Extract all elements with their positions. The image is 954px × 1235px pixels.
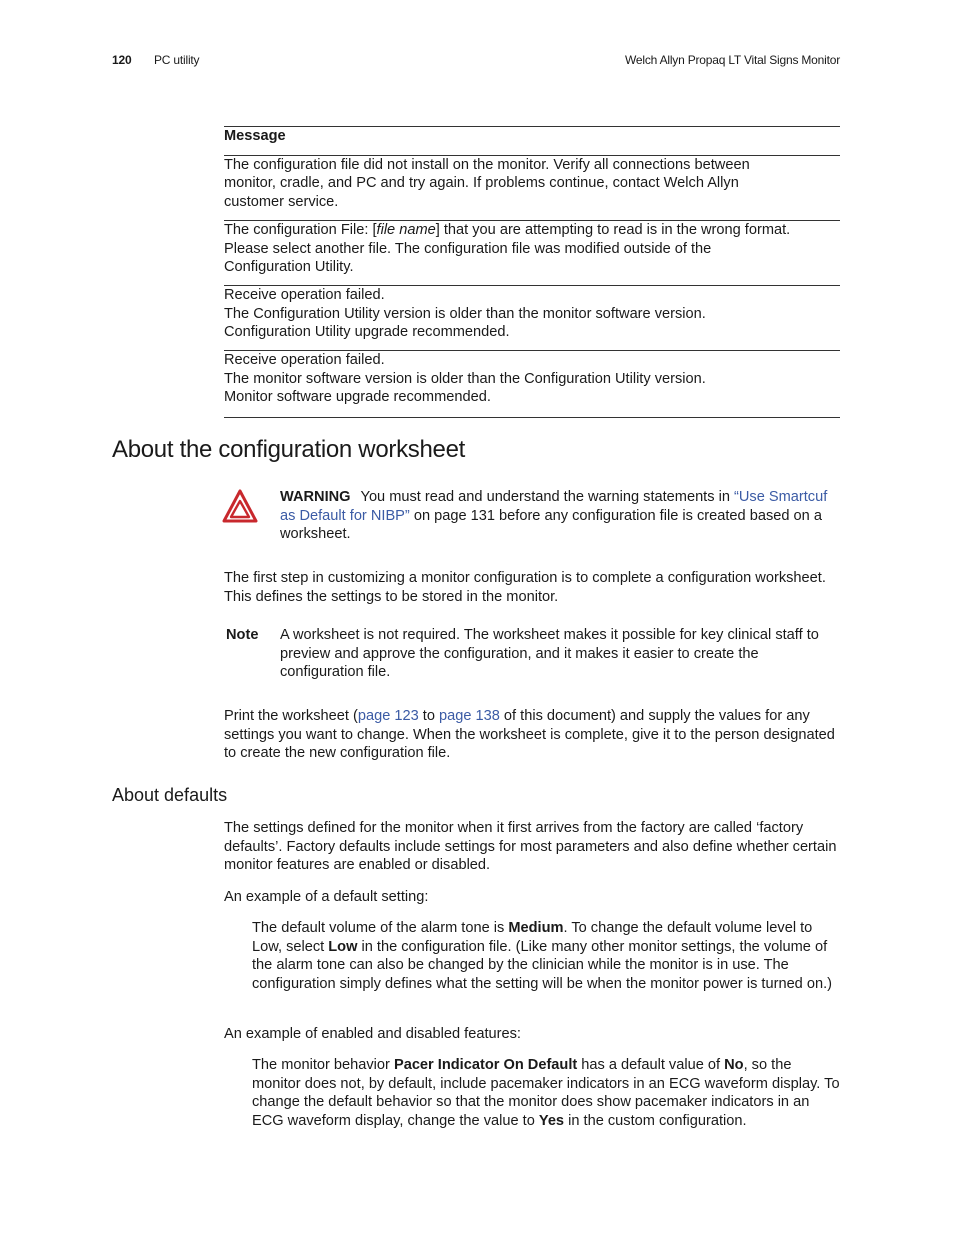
example-bold: Medium (508, 920, 564, 936)
section-title: About the configuration worksheet (112, 436, 465, 463)
table-row (224, 351, 840, 418)
message-line: The configuration file did not install on the monitor. Verify all connections between (224, 156, 750, 173)
example-paragraph (252, 919, 842, 994)
message-line: Receive operation failed. (224, 352, 385, 369)
table-row (224, 285, 840, 350)
paragraph: The first step in customizing a monitor configuration is to complete a configuration worksheet. This defines the settings to be stored in the monitor. (224, 570, 826, 605)
note-label: Note (226, 627, 259, 643)
file-name-placeholder: file name (376, 221, 436, 238)
message-line: Please select another file. The configuration file was modified outside of the (224, 240, 712, 257)
message-line: monitor, cradle, and PC and try again. If problems continue, contact Welch Allyn (224, 175, 739, 192)
example-text: The default volume of the alarm tone is (252, 920, 509, 936)
page-link[interactable]: page 123 (357, 708, 419, 724)
example-bold: Yes (538, 1113, 565, 1130)
message-text: ] that you are attempting to read is in the wrong format. (435, 221, 791, 238)
example-bold: Low (328, 938, 358, 955)
example-bold: No (724, 1057, 744, 1073)
warning-body: on page 131 before any configuration file is created based on a worksheet. (280, 507, 822, 543)
message-line: Configuration Utility upgrade recommended. (224, 324, 510, 341)
paragraph: The settings defined for the monitor when it first arrives from the factory are called ‘factory defaults’. Factory defaults include settings for most parameters and also define whether certain monitor features are enabled or disabled. (224, 820, 837, 874)
example-paragraph (252, 1056, 842, 1131)
message-table (224, 126, 840, 418)
note-text: A worksheet is not required. The worksheet makes it possible for key clinical staff to preview and approve the configuration, and it makes it easier to create the configuration file. (280, 627, 819, 681)
message-line: The Configuration Utility version is older than the monitor software version. (224, 305, 706, 322)
subsection-title: About defaults (112, 785, 228, 805)
example-text: , so the monitor does not, by default, include pacemaker indicators in an ECG waveform display. To change the default behavior so that the monitor does show pacemaker indicators in an ECG waveform display, change the value to (252, 1057, 840, 1130)
warning-label: WARNING (280, 489, 351, 505)
example-bold: Pacer Indicator On Default (393, 1057, 578, 1073)
running-doc-title: Welch Allyn Propaq LT Vital Signs Monitor (624, 53, 840, 67)
warning-text (280, 488, 840, 544)
message-text: The configuration File: [ (224, 221, 377, 238)
message-column-header: Message (224, 127, 840, 156)
message-line: Configuration Utility. (224, 259, 354, 276)
hazard-triangle-icon (222, 489, 258, 523)
warning-cross-reference-link[interactable]: “Use Smartcuf as Default for NIBP” (280, 489, 828, 524)
message-line: customer service. (224, 194, 339, 211)
example-text: has a default value of (577, 1057, 725, 1073)
page-link[interactable]: page 138 (439, 708, 500, 724)
message-line (224, 221, 840, 240)
table-row (224, 220, 840, 285)
paragraph-text: Print the worksheet ( (224, 708, 358, 724)
example-text: in the configuration file. (Like many other monitor settings, the volume of the alarm tone can also be changed by the clinician while the monitor is in use. The configuration simply defines what the setting will be when the monitor power is turned on.) (252, 938, 833, 993)
message-line: Monitor software upgrade recommended. (224, 389, 491, 406)
message-line: The monitor software version is older than the Configuration Utility version. (224, 370, 706, 387)
paragraph-text: of this document) and supply the values for any settings you want to change. When the worksheet is complete, give it to the person designated to create the new configuration file. (224, 708, 835, 762)
paragraph-text: to (418, 708, 439, 724)
message-line: Receive operation failed. (224, 286, 385, 303)
running-section-title: PC utility (154, 53, 200, 67)
example-text: in the custom configuration. (564, 1113, 747, 1130)
page-number: 120 (112, 53, 132, 67)
paragraph: An example of enabled and disabled features: (224, 1026, 521, 1042)
warning-body: You must read and understand the warning statements in (360, 489, 735, 505)
paragraph: An example of a default setting: (224, 889, 429, 905)
paragraph (224, 707, 840, 763)
example-text: . To change the default volume level to Low, select (252, 920, 813, 955)
table-row (224, 155, 840, 220)
example-text: The monitor behavior (252, 1057, 394, 1073)
